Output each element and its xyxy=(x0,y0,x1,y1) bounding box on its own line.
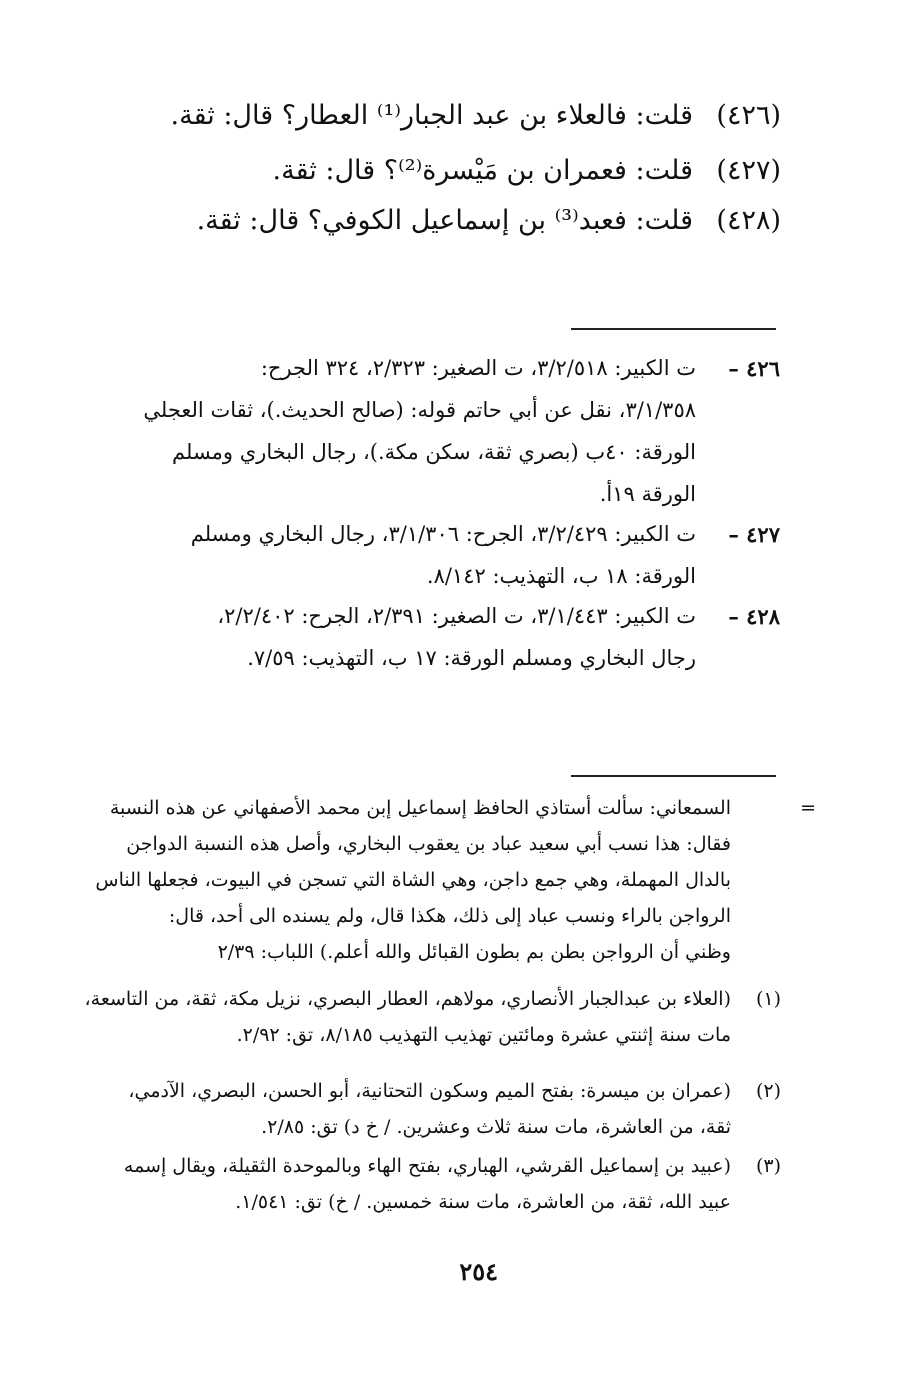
note-number: ٤٢٧ – xyxy=(728,522,780,547)
footnotes-separator xyxy=(571,775,776,777)
footnote-line: عبيد الله، ثقة، من العاشرة، مات سنة خمسين. / خ) تق: ١/٥٤١. xyxy=(235,1191,731,1213)
question-number: (٤٢٦) xyxy=(716,100,781,131)
footnote-line: ثقة، من العاشرة، مات سنة ثلاث وعشرين. / خ د) تق: ٢/٨٥. xyxy=(261,1116,731,1138)
footnote-line: السمعاني: سألت أستاذي الحافظ إسماعيل إبن محمد الأصفهاني عن هذه النسبة xyxy=(109,797,731,819)
note-line: الورقة ١٩أ. xyxy=(599,482,696,506)
notes-separator xyxy=(571,328,776,330)
question-number: (٤٢٨) xyxy=(716,205,781,236)
note-number: ٤٢٦ – xyxy=(728,356,780,381)
footnote-line: بالدال المهملة، وهي جمع داجن، وهي الشاة التي تسجن في البيوت، فجعلها الناس xyxy=(95,869,731,891)
footnote-number: (١) xyxy=(755,988,781,1010)
note-line: ت الكبير: ٣/٢/٤٢٩، الجرح: ٣/١/٣٠٦، رجال البخاري ومسلم xyxy=(190,522,696,546)
footnote-line: وظني أن الرواجن بطن بم بطون القبائل والله أعلم.) اللباب: ٢/٣٩ xyxy=(217,941,731,963)
footnote-line: مات سنة إثنتي عشرة ومائتين تهذيب التهذيب ٨/١٨٥، تق: ٢/٩٢. xyxy=(236,1024,731,1046)
note-line: رجال البخاري ومسلم الورقة: ١٧ ب، التهذيب: ٧/٥٩. xyxy=(247,646,696,670)
footnote-number: (٢) xyxy=(755,1080,781,1102)
note-line: الورقة: ٤٠ب (بصري ثقة، سكن مكة.)، رجال البخاري ومسلم xyxy=(172,440,696,464)
question-text: قلت: فالعلاء بن عبد الجبار⁽¹⁾ العطار؟ قال: ثقة. xyxy=(170,100,693,131)
footnote-line: (عمران بن ميسرة: بفتح الميم وسكون التحتانية، أبو الحسن، البصري، الآدمي، xyxy=(128,1080,731,1102)
footnote-line: (عبيد بن إسماعيل القرشي، الهباري، بفتح الهاء وبالموحدة الثقيلة، ويقال إسمه xyxy=(123,1155,731,1177)
footnote-line: (العلاء بن عبدالجبار الأنصاري، مولاهم، العطار البصري، نزيل مكة، ثقة، من التاسعة، xyxy=(84,988,731,1010)
question-426 xyxy=(131,100,781,140)
question-number: (٤٢٧) xyxy=(716,155,781,186)
footnote-line: الرواجن بالراء ونسب عباد إلى ذلك، هكذا قال، ولم يسنده الى أحد، قال: xyxy=(168,905,731,927)
question-text: قلت: فعمران بن مَيْسرة⁽²⁾؟ قال: ثقة. xyxy=(272,155,693,186)
note-line: الورقة: ١٨ ب، التهذيب: ٨/١٤٢. xyxy=(426,564,696,588)
question-427 xyxy=(131,155,781,195)
page-number: ٢٥٤ xyxy=(459,1257,498,1286)
continuation-mark: = xyxy=(800,797,816,819)
note-line: ٣/١/٣٥٨، نقل عن أبي حاتم قوله: (صالح الحديث.)، ثقات العجلي xyxy=(143,398,696,422)
note-number: ٤٢٨ – xyxy=(728,604,780,629)
footnote-number: (٣) xyxy=(755,1155,781,1177)
question-text: قلت: فعبد⁽³⁾ بن إسماعيل الكوفي؟ قال: ثقة. xyxy=(196,205,693,236)
question-428 xyxy=(131,205,781,245)
note-line: ت الكبير: ٣/٢/٥١٨، ت الصغير: ٢/٣٢٣، ٣٢٤ الجرح: xyxy=(260,356,696,380)
note-line: ت الكبير: ٣/١/٤٤٣، ت الصغير: ٢/٣٩١، الجرح: ٢/٢/٤٠٢، xyxy=(217,604,696,628)
footnote-line: فقال: هذا نسب أبي سعيد عباد بن يعقوب البخاري، وأصل هذه النسبة الدواجن xyxy=(126,833,731,855)
